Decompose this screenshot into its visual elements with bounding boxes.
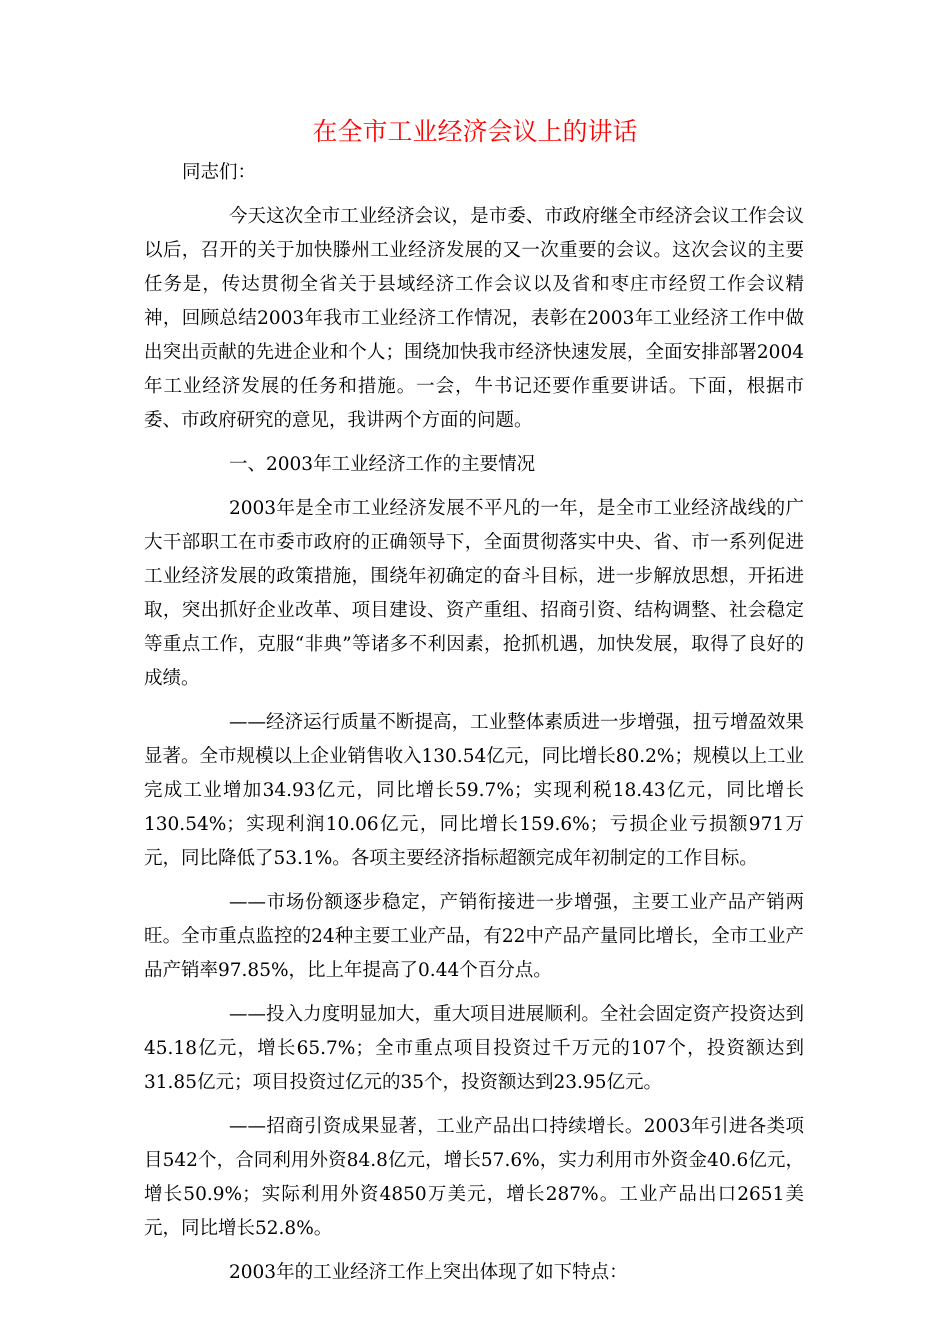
paragraph-investment-attraction: ——招商引资成果显著，工业产品出口持续增长。2003年引进各类项目542个，合同利用外资84.8亿元，增长57.6%，实力利用市外资金40.6亿元，增长50.9%；实际利用外资4850万美元，增长287%。工业产品出口2651美元，同比增长52.8%。 <box>144 1116 804 1239</box>
document-title: 在全市工业经济会议上的讲话 <box>312 117 638 146</box>
greeting: 同志们： <box>182 162 257 183</box>
paragraph-features-lead: 2003年的工业经济工作上突出体现了如下特点： <box>229 1262 628 1283</box>
paragraph-economic-quality: ——经济运行质量不断提高，工业整体素质进一步增强，扭亏增盈效果显著。全市规模以上企业销售收入130.54亿元，同比增长80.2%；规模以上工业完成工业增加34.93亿元，同比增长59.7%；实现利税18.43亿元，同比增长130.54%；实现利润10.06亿元，同比增长159.6%；亏损企业亏损额971万元，同比降低了53.1%。各项主要经济指标超额完成年初制定的工作目标。 <box>144 712 805 869</box>
paragraph-market-share: ——市场份额逐步稳定，产销衔接进一步增强，主要工业产品产销两旺。全市重点监控的24种主要工业产品，有22中产品产量同比增长，全市工业产品产销率97.85%，比上年提高了0.44个百分点。 <box>144 892 804 981</box>
document-body <box>144 156 804 1300</box>
paragraph-overview: 2003年是全市工业经济发展不平凡的一年，是全市工业经济战线的广大干部职工在市委市政府的正确领导下，全面贯彻落实中央、省、市一系列促进工业经济发展的政策措施，围绕年初确定的奋斗目标，进一步解放思想，开拓进取，突出抓好企业改革、项目建设、资产重组、招商引资、结构调整、社会稳定等重点工作，克服“非典”等诸多不利因素，抢抓机遇，加快发展，取得了良好的成绩。 <box>144 498 804 689</box>
paragraph-investment: ——投入力度明显加大，重大项目进展顺利。全社会固定资产投资达到45.18亿元，增长65.7%；全市重点项目投资过千万元的107个，投资额达到31.85亿元；项目投资过亿元的35个，投资额达到23.95亿元。 <box>144 1004 804 1093</box>
section-heading: 一、2003年工业经济工作的主要情况 <box>229 454 536 475</box>
paragraph-intro: 今天这次全市工业经济会议，是市委、市政府继全市经济会议工作会议以后，召开的关于加快滕州工业经济发展的又一次重要的会议。这次会议的主要任务是，传达贯彻全省关于县域经济工作会议以及省和枣庄市经贸工作会议精神，回顾总结2003年我市工业经济工作情况，表彰在2003年工业经济工作中做出突出贡献的先进企业和个人；围绕加快我市经济快速发展，全面安排部署2004年工业经济发展的任务和措施。一会，牛书记还要作重要讲话。下面，根据市委、市政府研究的意见，我讲两个方面的问题。 <box>144 206 804 431</box>
